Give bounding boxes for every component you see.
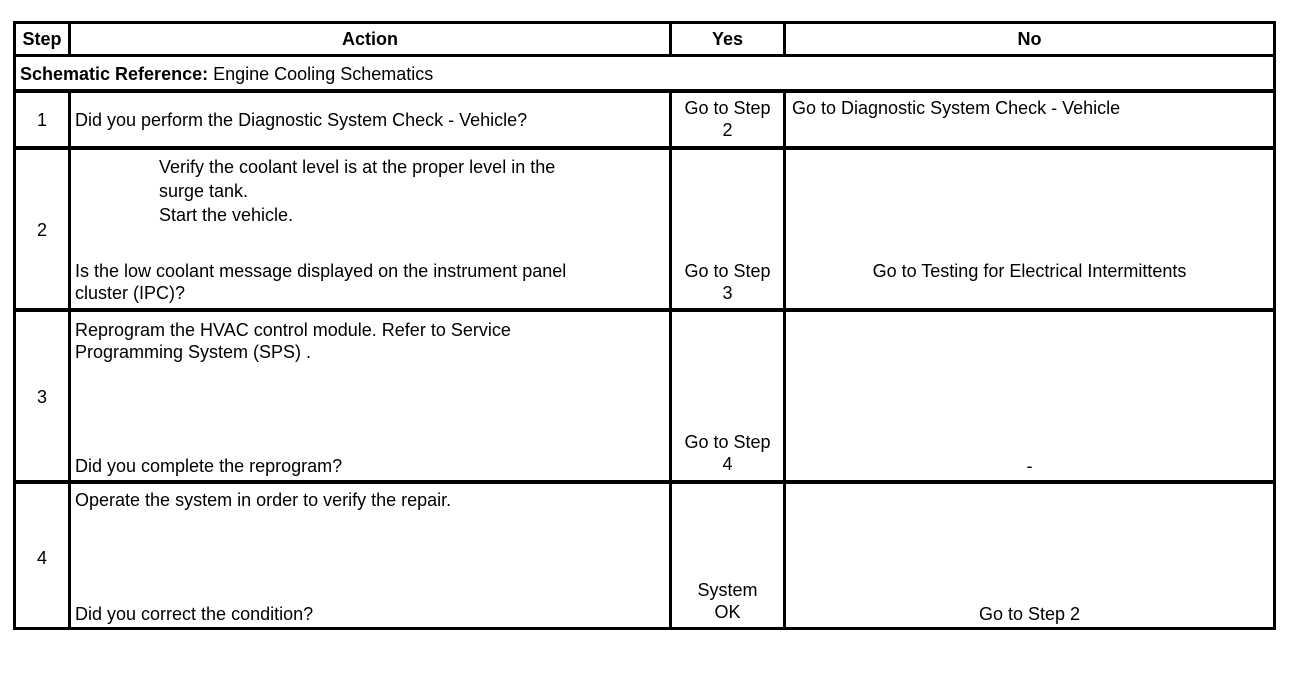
yes-line: System — [697, 580, 758, 600]
rule-top — [13, 21, 1276, 24]
schematic-value: Engine Cooling Schematics — [213, 64, 434, 84]
yes-result — [672, 579, 783, 623]
schematic-label: Schematic Reference: — [20, 64, 209, 84]
yes-line: Go to Step — [684, 261, 771, 281]
rule-bottom — [13, 627, 1276, 630]
yes-line: OK — [714, 602, 741, 622]
action-step-line: Operate the system in order to verify the repair. — [75, 490, 452, 510]
action-question: Did you perform the Diagnostic System Check - Vehicle? — [75, 110, 528, 130]
action-step-line: Reprogram the HVAC control module. Refer to Service — [75, 320, 511, 340]
rule-row2-bottom — [13, 308, 1276, 312]
header-yes: Yes — [711, 29, 744, 49]
yes-line: 3 — [722, 283, 733, 303]
no-result: Go to Diagnostic System Check - Vehicle — [792, 98, 1121, 118]
step-number: 1 — [36, 110, 47, 130]
action-question-line: cluster (IPC)? — [75, 283, 186, 303]
action-step-line: surge tank. — [159, 181, 249, 201]
no-result: Go to Step 2 — [978, 604, 1081, 624]
header-action: Action — [342, 29, 398, 49]
step-number: 4 — [36, 548, 47, 568]
rule-right — [1273, 21, 1276, 630]
action-step-line: Verify the coolant level is at the proper level in the — [159, 157, 556, 177]
action-steps — [75, 319, 665, 363]
yes-line: Go to Step — [684, 98, 771, 118]
yes-line: Go to Step — [684, 432, 771, 452]
action-step-line: Start the vehicle. — [159, 205, 294, 225]
rule-header-bottom — [13, 54, 1276, 57]
no-result: Go to Testing for Electrical Intermittents — [872, 261, 1187, 281]
header-step: Step — [22, 29, 62, 49]
yes-result — [672, 431, 783, 475]
action-question — [75, 260, 669, 304]
rule-schematic-bottom — [13, 89, 1276, 93]
header-no: No — [1017, 29, 1042, 49]
step-number: 2 — [36, 220, 47, 240]
yes-line: 2 — [722, 120, 733, 140]
rule-col2 — [669, 89, 672, 630]
rule-row3-bottom — [13, 480, 1276, 484]
yes-result — [672, 97, 783, 141]
diagnostic-table — [13, 21, 1276, 631]
no-result: - — [1026, 456, 1033, 476]
rule-col3 — [783, 89, 786, 630]
action-question-line: Is the low coolant message displayed on the instrument panel — [75, 261, 567, 281]
rule-col1 — [68, 89, 71, 630]
action-step-line: Programming System (SPS) . — [75, 342, 312, 362]
rule-row1-bottom — [13, 146, 1276, 150]
yes-result — [672, 260, 783, 304]
action-question: Did you correct the condition? — [75, 604, 314, 624]
action-steps — [159, 156, 664, 226]
step-number: 3 — [36, 387, 47, 407]
action-question: Did you complete the reprogram? — [75, 456, 343, 476]
yes-line: 4 — [722, 454, 733, 474]
schematic-reference — [20, 63, 1260, 85]
action-steps — [75, 489, 665, 511]
